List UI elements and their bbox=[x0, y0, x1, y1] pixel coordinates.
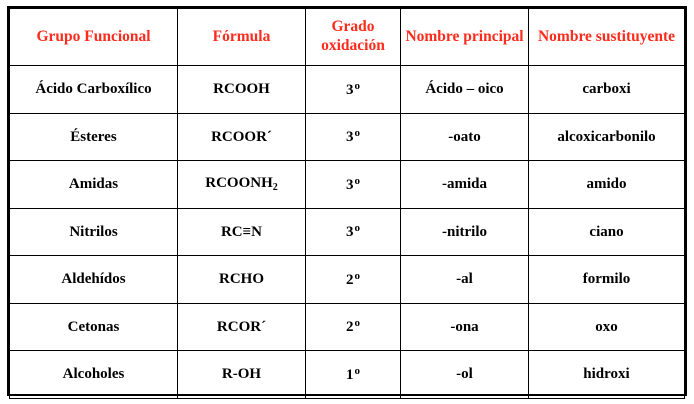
cell-formula bbox=[178, 113, 306, 161]
grado-number: 3 bbox=[346, 224, 354, 241]
grupo-text: Nitrilos bbox=[69, 223, 118, 240]
header-grupo-funcional: Grupo Funcional bbox=[10, 9, 178, 66]
functional-groups-table bbox=[9, 8, 685, 399]
grupo-text: Aldehídos bbox=[61, 271, 126, 288]
cell-formula bbox=[178, 66, 306, 114]
cell-grupo-funcional bbox=[10, 161, 178, 209]
formula-text: RCOOH bbox=[213, 81, 270, 98]
formula-text: RCOR´ bbox=[216, 318, 267, 335]
grado-number: 3 bbox=[346, 176, 354, 193]
formula-text: RCOOR´ bbox=[211, 128, 272, 145]
header-nombre-principal: Nombre principal bbox=[401, 9, 529, 66]
table-row bbox=[10, 351, 685, 399]
sustituyente-text: ciano bbox=[589, 223, 624, 240]
cell-formula bbox=[178, 256, 306, 304]
grado-number: 2 bbox=[346, 271, 354, 288]
principal-text: -ol bbox=[456, 366, 473, 383]
cell-grupo-funcional bbox=[10, 113, 178, 161]
cell-nombre-sustituyente bbox=[529, 303, 685, 351]
principal-text: Ácido – oico bbox=[425, 81, 504, 98]
sustituyente-text: alcoxicarbonilo bbox=[557, 128, 656, 145]
header-grado-oxidacion: Grado oxidación bbox=[306, 9, 401, 66]
table-row bbox=[10, 256, 685, 304]
grupo-text: Alcoholes bbox=[62, 366, 125, 383]
formula-text: R-OH bbox=[221, 366, 262, 383]
sustituyente-text: carboxi bbox=[582, 81, 631, 98]
cell-nombre-sustituyente bbox=[529, 208, 685, 256]
grado-ordinal: o bbox=[354, 269, 360, 282]
table-row bbox=[10, 113, 685, 161]
grupo-text: Ácido Carboxílico bbox=[35, 81, 152, 98]
cell-nombre-principal bbox=[401, 303, 529, 351]
grado-ordinal: o bbox=[354, 222, 360, 235]
grado-ordinal: o bbox=[354, 127, 360, 140]
cell-nombre-sustituyente bbox=[529, 256, 685, 304]
grado-number: 3 bbox=[346, 129, 354, 146]
sustituyente-text: amido bbox=[586, 176, 627, 193]
cell-grupo-funcional bbox=[10, 351, 178, 399]
grado-number: 3 bbox=[346, 81, 354, 98]
sustituyente-text: oxo bbox=[595, 318, 618, 335]
cell-formula bbox=[178, 161, 306, 209]
grado-ordinal: o bbox=[354, 317, 360, 330]
grado-ordinal: o bbox=[354, 79, 360, 92]
cell-nombre-sustituyente bbox=[529, 351, 685, 399]
table-row bbox=[10, 66, 685, 114]
principal-text: -oato bbox=[448, 128, 481, 145]
cell-nombre-principal bbox=[401, 256, 529, 304]
principal-text: -nitrilo bbox=[442, 223, 487, 240]
grado-number: 2 bbox=[346, 319, 354, 336]
cell-nombre-sustituyente bbox=[529, 161, 685, 209]
functional-groups-table-frame bbox=[7, 6, 687, 396]
formula-text: RCOONH bbox=[205, 175, 273, 192]
cell-grado-oxidacion bbox=[306, 303, 401, 351]
principal-text: -ona bbox=[450, 318, 479, 335]
formula-subscript: 2 bbox=[272, 182, 278, 194]
cell-formula bbox=[178, 208, 306, 256]
header-formula: Fórmula bbox=[178, 9, 306, 66]
grado-ordinal: o bbox=[354, 174, 360, 187]
cell-nombre-principal bbox=[401, 351, 529, 399]
table-row bbox=[10, 208, 685, 256]
header-nombre-sustituyente: Nombre sustituyente bbox=[529, 9, 685, 66]
cell-grado-oxidacion bbox=[306, 113, 401, 161]
sustituyente-text: hidroxi bbox=[583, 366, 630, 383]
cell-grupo-funcional bbox=[10, 66, 178, 114]
sustituyente-text: formilo bbox=[582, 271, 631, 288]
grupo-text: Cetonas bbox=[67, 318, 120, 335]
grupo-text: Amidas bbox=[68, 176, 119, 193]
principal-text: -al bbox=[456, 271, 473, 288]
cell-grado-oxidacion bbox=[306, 66, 401, 114]
principal-text: -amida bbox=[442, 176, 487, 193]
table-row bbox=[10, 161, 685, 209]
cell-formula bbox=[178, 351, 306, 399]
cell-formula bbox=[178, 303, 306, 351]
cell-grupo-funcional bbox=[10, 303, 178, 351]
grupo-text: Ésteres bbox=[70, 128, 117, 145]
formula-text: RC≡N bbox=[220, 223, 263, 240]
formula-text: RCHO bbox=[219, 271, 264, 288]
table-header-row bbox=[10, 9, 685, 66]
cell-grado-oxidacion bbox=[306, 208, 401, 256]
cell-grado-oxidacion bbox=[306, 161, 401, 209]
cell-nombre-principal bbox=[401, 161, 529, 209]
grado-number: 1 bbox=[346, 366, 354, 383]
cell-grado-oxidacion bbox=[306, 256, 401, 304]
table-body bbox=[10, 66, 685, 399]
grado-ordinal: o bbox=[354, 364, 360, 377]
table-row bbox=[10, 303, 685, 351]
cell-nombre-sustituyente bbox=[529, 113, 685, 161]
cell-grupo-funcional bbox=[10, 256, 178, 304]
cell-nombre-principal bbox=[401, 208, 529, 256]
cell-grado-oxidacion bbox=[306, 351, 401, 399]
cell-nombre-principal bbox=[401, 113, 529, 161]
cell-grupo-funcional bbox=[10, 208, 178, 256]
cell-nombre-principal bbox=[401, 66, 529, 114]
cell-nombre-sustituyente bbox=[529, 66, 685, 114]
